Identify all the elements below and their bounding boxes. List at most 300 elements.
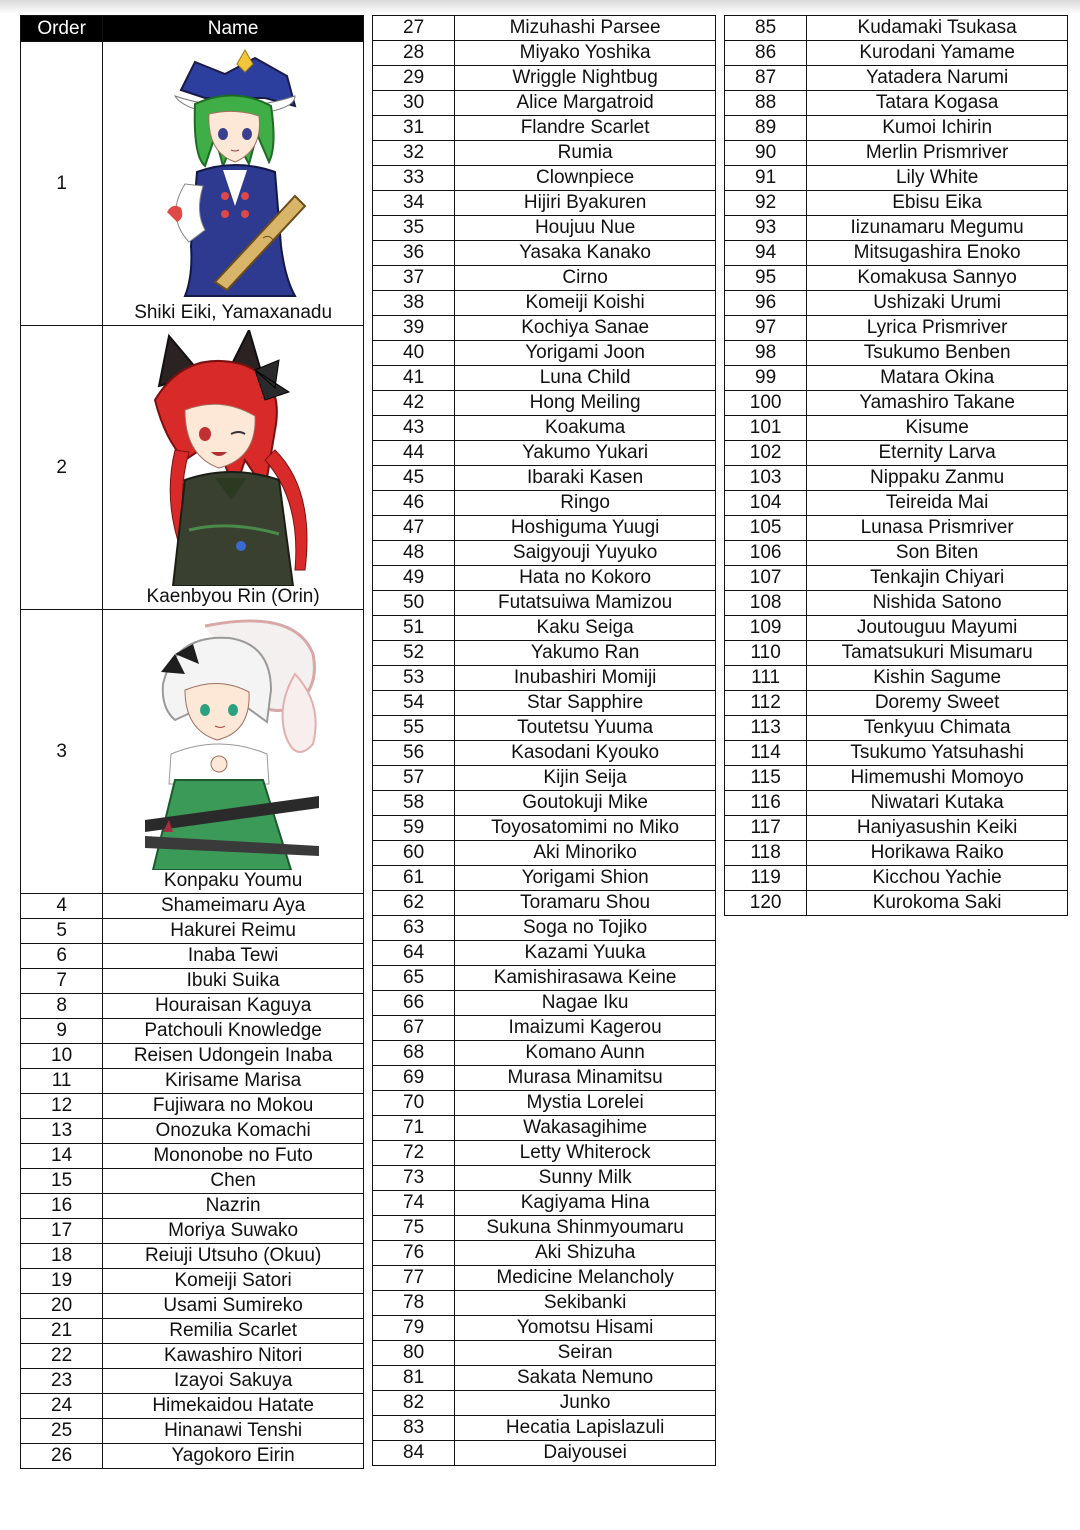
table-row (21, 1094, 364, 1119)
table-row (725, 16, 1068, 41)
table-row (725, 766, 1068, 791)
rank-order: 22 (21, 1344, 103, 1369)
featured-name-cell (103, 42, 364, 326)
table-row (21, 1344, 364, 1369)
featured-name: Shiki Eiki, Yamaxanadu (134, 302, 333, 323)
rank-order: 41 (373, 366, 455, 391)
character-name: Cirno (455, 266, 716, 291)
rank-order: 38 (373, 291, 455, 316)
rank-order: 109 (725, 616, 807, 641)
rank-order: 101 (725, 416, 807, 441)
rank-order: 76 (373, 1241, 455, 1266)
character-name: Toutetsu Yuuma (455, 716, 716, 741)
rank-order: 37 (373, 266, 455, 291)
rank-order: 81 (373, 1366, 455, 1391)
rank-order: 110 (725, 641, 807, 666)
character-name: Toramaru Shou (455, 891, 716, 916)
table-row (21, 1369, 364, 1394)
rank-order: 93 (725, 216, 807, 241)
rank-order: 24 (21, 1394, 103, 1419)
table-row (21, 1319, 364, 1344)
rank-order: 72 (373, 1141, 455, 1166)
table-row (373, 666, 716, 691)
table-row (725, 466, 1068, 491)
rank-order: 17 (21, 1219, 103, 1244)
table-row (725, 91, 1068, 116)
table-row (725, 116, 1068, 141)
featured-name: Kaenbyou Rin (Orin) (146, 586, 320, 607)
rank-order: 120 (725, 891, 807, 916)
table-row (725, 541, 1068, 566)
character-name: Sukuna Shinmyoumaru (455, 1216, 716, 1241)
ranking-table-3 (724, 15, 1068, 916)
rank-order: 116 (725, 791, 807, 816)
character-name: Sunny Milk (455, 1166, 716, 1191)
rank-order: 33 (373, 166, 455, 191)
character-name: Yatadera Narumi (807, 66, 1068, 91)
character-name: Hinanawi Tenshi (103, 1419, 364, 1444)
character-name: Reiuji Utsuho (Okuu) (103, 1244, 364, 1269)
table-row (373, 1141, 716, 1166)
table-row (725, 66, 1068, 91)
table-row (373, 1116, 716, 1141)
table-row (21, 1244, 364, 1269)
rank-order: 39 (373, 316, 455, 341)
table-row (725, 291, 1068, 316)
character-name: Reisen Udongein Inaba (103, 1044, 364, 1069)
character-name: Soga no Tojiko (455, 916, 716, 941)
rank-order: 42 (373, 391, 455, 416)
rank-order: 60 (373, 841, 455, 866)
rank-order: 88 (725, 91, 807, 116)
rank-order: 107 (725, 566, 807, 591)
rank-order: 16 (21, 1194, 103, 1219)
character-name: Alice Margatroid (455, 91, 716, 116)
rank-order: 75 (373, 1216, 455, 1241)
table-row (373, 416, 716, 441)
character-name: Junko (455, 1391, 716, 1416)
table-row (373, 1016, 716, 1041)
table-row (373, 1266, 716, 1291)
rank-order: 40 (373, 341, 455, 366)
rank-order: 20 (21, 1294, 103, 1319)
table-row (725, 666, 1068, 691)
rank-order: 115 (725, 766, 807, 791)
table-row (725, 641, 1068, 666)
table-row (373, 816, 716, 841)
character-name: Rumia (455, 141, 716, 166)
character-name: Yorigami Shion (455, 866, 716, 891)
rank-order: 54 (373, 691, 455, 716)
rank-order: 56 (373, 741, 455, 766)
character-name: Kagiyama Hina (455, 1191, 716, 1216)
character-name: Tamatsukuri Misumaru (807, 641, 1068, 666)
rank-order: 85 (725, 16, 807, 41)
rank-order: 65 (373, 966, 455, 991)
table-row (725, 491, 1068, 516)
character-name: Yagokoro Eirin (103, 1444, 364, 1469)
character-name: Onozuka Komachi (103, 1119, 364, 1144)
table-row (725, 816, 1068, 841)
rank-order: 106 (725, 541, 807, 566)
rank-order: 108 (725, 591, 807, 616)
character-name: Teireida Mai (807, 491, 1068, 516)
rank-order: 50 (373, 591, 455, 616)
table-row (373, 291, 716, 316)
character-name: Kaku Seiga (455, 616, 716, 641)
table-row (373, 616, 716, 641)
character-name: Kishin Sagume (807, 666, 1068, 691)
rank-order: 35 (373, 216, 455, 241)
table-row (373, 516, 716, 541)
character-name: Yasaka Kanako (455, 241, 716, 266)
table-row (373, 441, 716, 466)
order-header: Order (21, 16, 103, 42)
character-name: Mizuhashi Parsee (455, 16, 716, 41)
table-row (725, 316, 1068, 341)
table-row (373, 1166, 716, 1191)
rank-order: 113 (725, 716, 807, 741)
table-row (21, 969, 364, 994)
character-name: Ibuki Suika (103, 969, 364, 994)
character-name: Koakuma (455, 416, 716, 441)
character-name: Star Sapphire (455, 691, 716, 716)
table-row (373, 766, 716, 791)
character-name: Kasodani Kyouko (455, 741, 716, 766)
table-row (373, 1366, 716, 1391)
rank-order: 34 (373, 191, 455, 216)
table-row (21, 1269, 364, 1294)
table-row (373, 1441, 716, 1466)
table-row (725, 741, 1068, 766)
character-name: Tenkajin Chiyari (807, 566, 1068, 591)
table-row (725, 791, 1068, 816)
rank-order: 4 (21, 894, 103, 919)
ranking-table-2 (372, 15, 716, 1466)
featured-row-1 (21, 42, 364, 326)
character-name: Tenkyuu Chimata (807, 716, 1068, 741)
rank-order: 69 (373, 1066, 455, 1091)
table-row (373, 491, 716, 516)
portrait-image (145, 46, 319, 302)
table-row (373, 716, 716, 741)
character-name: Komakusa Sannyo (807, 266, 1068, 291)
character-name: Himemushi Momoyo (807, 766, 1068, 791)
ranking-table-1 (20, 15, 364, 1469)
rank-order: 3 (21, 610, 103, 894)
rank-order: 47 (373, 516, 455, 541)
table-row (21, 1194, 364, 1219)
character-name: Kijin Seija (455, 766, 716, 791)
table-row (373, 266, 716, 291)
table-row (373, 966, 716, 991)
character-name: Himekaidou Hatate (103, 1394, 364, 1419)
table-row (21, 1119, 364, 1144)
rank-order: 61 (373, 866, 455, 891)
character-name: Ushizaki Urumi (807, 291, 1068, 316)
character-name: Merlin Prismriver (807, 141, 1068, 166)
table-row (725, 566, 1068, 591)
rank-order: 32 (373, 141, 455, 166)
table-row (373, 166, 716, 191)
character-name: Iizunamaru Megumu (807, 216, 1068, 241)
character-name: Hoshiguma Yuugi (455, 516, 716, 541)
rank-order: 29 (373, 66, 455, 91)
table-row (725, 866, 1068, 891)
rank-order: 43 (373, 416, 455, 441)
rank-order: 99 (725, 366, 807, 391)
rank-order: 100 (725, 391, 807, 416)
rank-order: 62 (373, 891, 455, 916)
table-row (21, 1394, 364, 1419)
character-name: Nazrin (103, 1194, 364, 1219)
table-row (373, 1066, 716, 1091)
character-name: Medicine Melancholy (455, 1266, 716, 1291)
table-row (21, 1419, 364, 1444)
rank-order: 49 (373, 566, 455, 591)
rank-order: 53 (373, 666, 455, 691)
character-name: Nagae Iku (455, 991, 716, 1016)
character-name: Izayoi Sakuya (103, 1369, 364, 1394)
table-row (373, 1241, 716, 1266)
table-row (21, 994, 364, 1019)
character-name: Kochiya Sanae (455, 316, 716, 341)
featured-row-3 (21, 610, 364, 894)
rank-order: 86 (725, 41, 807, 66)
table-row (725, 241, 1068, 266)
table-row (373, 916, 716, 941)
rank-order: 28 (373, 41, 455, 66)
table-row (21, 1444, 364, 1469)
rank-order: 67 (373, 1016, 455, 1041)
character-name: Kudamaki Tsukasa (807, 16, 1068, 41)
table-row (725, 266, 1068, 291)
table-row (373, 366, 716, 391)
rank-order: 30 (373, 91, 455, 116)
rank-order: 21 (21, 1319, 103, 1344)
character-name: Miyako Yoshika (455, 41, 716, 66)
rank-order: 13 (21, 1119, 103, 1144)
character-name: Moriya Suwako (103, 1219, 364, 1244)
character-name: Fujiwara no Mokou (103, 1094, 364, 1119)
table-row (373, 1291, 716, 1316)
character-name: Imaizumi Kagerou (455, 1016, 716, 1041)
table-row (373, 1191, 716, 1216)
character-name: Patchouli Knowledge (103, 1019, 364, 1044)
character-name: Futatsuiwa Mamizou (455, 591, 716, 616)
character-name: Clownpiece (455, 166, 716, 191)
character-name: Ringo (455, 491, 716, 516)
rank-order: 92 (725, 191, 807, 216)
table-row (373, 991, 716, 1016)
rank-order: 84 (373, 1441, 455, 1466)
character-name: Lyrica Prismriver (807, 316, 1068, 341)
rank-order: 5 (21, 919, 103, 944)
rank-order: 2 (21, 326, 103, 610)
character-name: Lunasa Prismriver (807, 516, 1068, 541)
table-row (725, 341, 1068, 366)
table-row (373, 841, 716, 866)
table-row (373, 791, 716, 816)
table-row (725, 391, 1068, 416)
rank-order: 96 (725, 291, 807, 316)
character-name: Aki Minoriko (455, 841, 716, 866)
rank-order: 98 (725, 341, 807, 366)
rank-order: 46 (373, 491, 455, 516)
rank-order: 77 (373, 1266, 455, 1291)
table-row (725, 841, 1068, 866)
table-row (725, 166, 1068, 191)
character-name: Inaba Tewi (103, 944, 364, 969)
table-row (373, 641, 716, 666)
character-name: Wriggle Nightbug (455, 66, 716, 91)
table-row (373, 1341, 716, 1366)
character-name: Daiyousei (455, 1441, 716, 1466)
character-name: Tsukumo Yatsuhashi (807, 741, 1068, 766)
character-name: Lily White (807, 166, 1068, 191)
table-row (725, 216, 1068, 241)
character-name: Inubashiri Momiji (455, 666, 716, 691)
character-name: Usami Sumireko (103, 1294, 364, 1319)
table-row (373, 391, 716, 416)
table-row (373, 1216, 716, 1241)
table-row (21, 1294, 364, 1319)
table-row (725, 366, 1068, 391)
rank-order: 112 (725, 691, 807, 716)
character-name: Saigyouji Yuyuko (455, 541, 716, 566)
name-header: Name (103, 16, 364, 42)
character-name: Kumoi Ichirin (807, 116, 1068, 141)
table-row (373, 741, 716, 766)
rank-order: 78 (373, 1291, 455, 1316)
table-row (725, 591, 1068, 616)
rank-order: 18 (21, 1244, 103, 1269)
table-row (725, 416, 1068, 441)
character-name: Son Biten (807, 541, 1068, 566)
top-shade (0, 0, 1080, 14)
table-row (21, 1219, 364, 1244)
character-name: Mitsugashira Enoko (807, 241, 1068, 266)
table-row (21, 1144, 364, 1169)
character-name: Goutokuji Mike (455, 791, 716, 816)
rank-order: 57 (373, 766, 455, 791)
table-row (373, 591, 716, 616)
character-name: Kicchou Yachie (807, 866, 1068, 891)
table-row (373, 16, 716, 41)
featured-row-2 (21, 326, 364, 610)
character-name: Nishida Satono (807, 591, 1068, 616)
rank-order: 95 (725, 266, 807, 291)
character-name: Hecatia Lapislazuli (455, 1416, 716, 1441)
table-row (373, 66, 716, 91)
character-name: Komano Aunn (455, 1041, 716, 1066)
rank-order: 11 (21, 1069, 103, 1094)
table-row (725, 516, 1068, 541)
rank-order: 52 (373, 641, 455, 666)
character-name: Komeiji Satori (103, 1269, 364, 1294)
rank-order: 80 (373, 1341, 455, 1366)
table-row (373, 91, 716, 116)
rank-order: 10 (21, 1044, 103, 1069)
character-name: Kazami Yuuka (455, 941, 716, 966)
rank-order: 68 (373, 1041, 455, 1066)
table-row (373, 191, 716, 216)
rank-order: 104 (725, 491, 807, 516)
character-name: Kisume (807, 416, 1068, 441)
rank-order: 87 (725, 66, 807, 91)
table-row (725, 441, 1068, 466)
character-name: Remilia Scarlet (103, 1319, 364, 1344)
rank-order: 51 (373, 616, 455, 641)
rank-order: 97 (725, 316, 807, 341)
rank-order: 119 (725, 866, 807, 891)
table-row (725, 891, 1068, 916)
character-name: Houjuu Nue (455, 216, 716, 241)
character-name: Eternity Larva (807, 441, 1068, 466)
header-row (21, 16, 364, 42)
character-name: Chen (103, 1169, 364, 1194)
table-row (373, 1041, 716, 1066)
table-row (373, 1391, 716, 1416)
rank-order: 36 (373, 241, 455, 266)
character-name: Kurodani Yamame (807, 41, 1068, 66)
character-name: Komeiji Koishi (455, 291, 716, 316)
rank-order: 64 (373, 941, 455, 966)
table-row (373, 216, 716, 241)
rank-order: 117 (725, 816, 807, 841)
rank-order: 7 (21, 969, 103, 994)
rank-order: 25 (21, 1419, 103, 1444)
character-name: Aki Shizuha (455, 1241, 716, 1266)
table-row (373, 891, 716, 916)
rank-order: 9 (21, 1019, 103, 1044)
character-name: Yakumo Yukari (455, 441, 716, 466)
rank-order: 15 (21, 1169, 103, 1194)
rank-order: 82 (373, 1391, 455, 1416)
table-row (373, 1091, 716, 1116)
rank-order: 19 (21, 1269, 103, 1294)
rank-order: 44 (373, 441, 455, 466)
character-name: Kurokoma Saki (807, 891, 1068, 916)
character-name: Mystia Lorelei (455, 1091, 716, 1116)
character-name: Niwatari Kutaka (807, 791, 1068, 816)
table-row (373, 541, 716, 566)
table-row (373, 116, 716, 141)
rank-order: 105 (725, 516, 807, 541)
rank-order: 12 (21, 1094, 103, 1119)
character-name: Flandre Scarlet (455, 116, 716, 141)
character-name: Sekibanki (455, 1291, 716, 1316)
character-name: Hong Meiling (455, 391, 716, 416)
character-name: Tsukumo Benben (807, 341, 1068, 366)
portrait-image (145, 330, 319, 586)
table-row (373, 316, 716, 341)
character-name: Luna Child (455, 366, 716, 391)
table-row (373, 941, 716, 966)
rank-order: 6 (21, 944, 103, 969)
table-row (373, 866, 716, 891)
rank-order: 118 (725, 841, 807, 866)
portrait-image (145, 614, 319, 870)
rank-order: 90 (725, 141, 807, 166)
rank-order: 63 (373, 916, 455, 941)
table-row (21, 1044, 364, 1069)
character-name: Murasa Minamitsu (455, 1066, 716, 1091)
character-name: Doremy Sweet (807, 691, 1068, 716)
table-row (373, 466, 716, 491)
rank-order: 58 (373, 791, 455, 816)
table-row (21, 1169, 364, 1194)
